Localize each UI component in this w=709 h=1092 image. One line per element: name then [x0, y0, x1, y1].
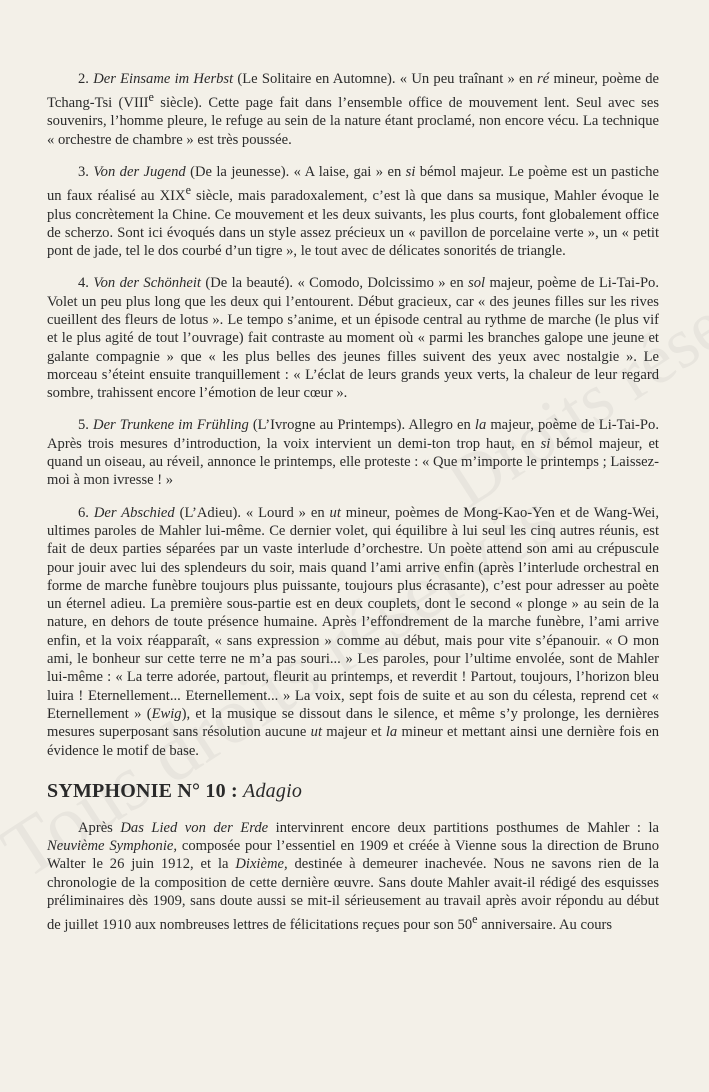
movement-5-text-b: majeur, poème de Li-Tai-Po. Après trois mesures d’introduction, la voix intervient un demi-ton trop haut, en [47, 417, 659, 452]
symphony-10-sup: e [472, 912, 478, 927]
movement-6-text-a: (L’Adieu). « Lourd » en [174, 504, 330, 521]
movement-6-title: Der Abschied [93, 504, 175, 521]
movement-6-key-2: ut [310, 724, 323, 741]
movement-3-title: Von der Jugend [93, 164, 186, 181]
movement-6-ewig: Ewig [151, 705, 182, 722]
symphony-10-text-b: intervinrent encore deux partitions posthumes de Mahler : la [268, 819, 659, 836]
work-title-tenth: Dixième, [235, 856, 288, 873]
movement-4-text-b: majeur, poème de Li-Tai-Po. Volet un peu plus long que les deux qui l’entourent. Début gracieux, car « des jeunes filles sur les rives cueillent des fleurs de lotus ». Le tempo s’anime, et un épisode central au rythme de marche (le plus vif et le plus agité de tout l’ouvrage) fait contraste au moment où « parmi les branches galope une jeune et galante compagnie » que « les plus belles des jeunes filles suivent des yeux avec nostalgie ». Le morceau s’éteint ensuite tranquillement : « L’éclat de leurs grands yeux verts, la chaleur de leur regard sombre, trahissent encore l’émotion de leur cœur ». [47, 275, 659, 402]
movement-3-text-b: bémol majeur. Le poème est un pastiche un faux réalisé au XIX [47, 164, 660, 205]
movement-6-key: ut [329, 504, 341, 521]
movement-3-text-a: (De la jeunesse). « A laise, gai » en [185, 164, 406, 181]
movement-6-text-e: mineur et mettant ainsi une dernière fois en évidence le motif de base. [47, 724, 659, 759]
movement-6-text-d: majeur et [322, 724, 386, 741]
movement-2-title: Der Einsame im Herbst [93, 71, 234, 87]
work-title-ninth: Neuvième Symphonie, [47, 838, 178, 855]
movement-3-text-c: siècle, mais paradoxalement, c’est là que dans sa musique, Mahler évoque le plus concrètement la Chine. Ce mouvement et les deux suivants, les plus courts, font globalement office de scherzo. Sont ici évoqués dans un style assez précieux un « pavillon de porcelaine verte », un « petit pont de jade, tel le dos courbé d’un tigre », le tout avec de délicates sonorités de triangle. [47, 188, 659, 260]
movement-2-text-c: siècle). Cette page fait dans l’ensemble office de mouvement lent. Seul avec ses souvenirs, l’homme pleure, le refuge au sein de la nature étant proclamé, non encore vécu. La technique « orchestre de chambre » est très poussée. [47, 95, 659, 148]
section-heading-main: SYMPHONIE N° 10 : [47, 779, 244, 802]
movement-2-key: ré [537, 71, 550, 87]
document-page [47, 70, 659, 948]
movement-6-text-b: mineur, poèmes de Mong-Kao-Yen et de Wang-Wei, ultimes paroles de Mahler lui-même. Ce dernier volet, qui équilibre à lui seul les cinq autres réunis, est fait de deux parties séparées par un vaste interlude d’orchestre. Un poète attend son ami au crépuscule pour jouir avec lui des splendeurs du soir, mais quand l’ami arrive enfin (après l’interlude orchestral en forme de marche funèbre toujours plus puissante, toujours plus écrasante), c’est pour adresser au poète un éternel adieu. La première sous-partie est en deux couplets, dont le second « plonge » au sein de la nature, en dehors de toute présence humaine. Après l’effondrement de la marche funèbre, l’ami arrive enfin, et la voix réapparaît, « sans expression » comme au début, mais pour vite s’épanouir. « O mon ami, le bonheur sur cette terre ne m’a pas souri... » Les paroles, pour l’ultime envolée, sont de Mahler lui-même : « La terre adorée, partout, fleurit au printemps, et reverdit ! Partout, toujours, l’horizon bleu luira ! Eternellement... Eternellement... » La voix, sept fois de suite et au son du célesta, reprend cet « Eternellement » ( [47, 504, 660, 722]
movement-4-number: 4. [78, 275, 89, 292]
movement-2-text-b: mineur, poème de Tchang-Tsi (VIII [47, 71, 659, 112]
symphony-10-text-c: composée pour l’essentiel en 1909 et créée à Vienne sous la direction de Bruno Walter le 26 juin 1912, et la [47, 838, 659, 873]
movement-4-paragraph [47, 274, 659, 402]
symphony-10-paragraph [47, 819, 659, 935]
movement-5-title: Der Trunkene im Frühling [93, 417, 249, 434]
movement-3-key: si [405, 164, 416, 181]
movement-5-key: la [474, 417, 487, 434]
symphony-10-text-a: Après [78, 819, 121, 836]
work-title-lied: Das Lied von der Erde [120, 819, 269, 836]
movement-4-title: Von der Schönheit [93, 275, 201, 292]
section-heading-sub: Adagio [243, 779, 303, 802]
movement-5-number: 5. [78, 417, 89, 434]
movement-3-number: 3. [78, 164, 89, 181]
movement-2-text-a: (Le Solitaire en Automne). « Un peu traînant » en [233, 71, 538, 87]
movement-5-paragraph [47, 416, 659, 489]
movement-6-key-3: la [385, 724, 398, 741]
movement-4-text-a: (De la beauté). « Comodo, Dolcissimo » en [200, 275, 469, 292]
movement-3-paragraph [47, 163, 659, 260]
movement-5-key-2: si [540, 435, 551, 452]
symphony-10-text-d: destinée à demeurer inachevée. Nous ne savons rien de la chronologie de la composition de cette dernière œuvre. Sans doute Mahler avait-il rédigé des esquisses préliminaires dès 1909, sans doute aussi se mit-il sérieusement au travail après avoir répondu au début de juillet 1910 aux nombreuses lettres de félicitations reçues pour son 50 [47, 856, 659, 934]
movement-5-text-a: (L’Ivrogne au Printemps). Allegro en [248, 417, 475, 434]
symphony-10-text-e: anniversaire. Au cours [477, 917, 613, 934]
movement-6-number: 6. [78, 504, 89, 521]
movement-2-paragraph [47, 70, 659, 149]
section-heading [47, 780, 659, 803]
movement-4-key: sol [468, 275, 486, 292]
movement-2-number: 2. [78, 71, 89, 87]
movement-2-sup: e [148, 90, 154, 105]
movement-6-text-c: ), et la musique se dissout dans le silence, et même s’y prolonge, les dernières mesures superposant sans résolution aucune [47, 705, 659, 741]
movement-6-paragraph [47, 504, 659, 760]
movement-5-text-c: bémol majeur, et quand un oiseau, au réveil, annonce le printemps, elle proteste : « Que m’importe le printemps ; Laissez-moi à mon ivresse ! » [47, 435, 659, 489]
movement-3-sup: e [185, 183, 191, 198]
